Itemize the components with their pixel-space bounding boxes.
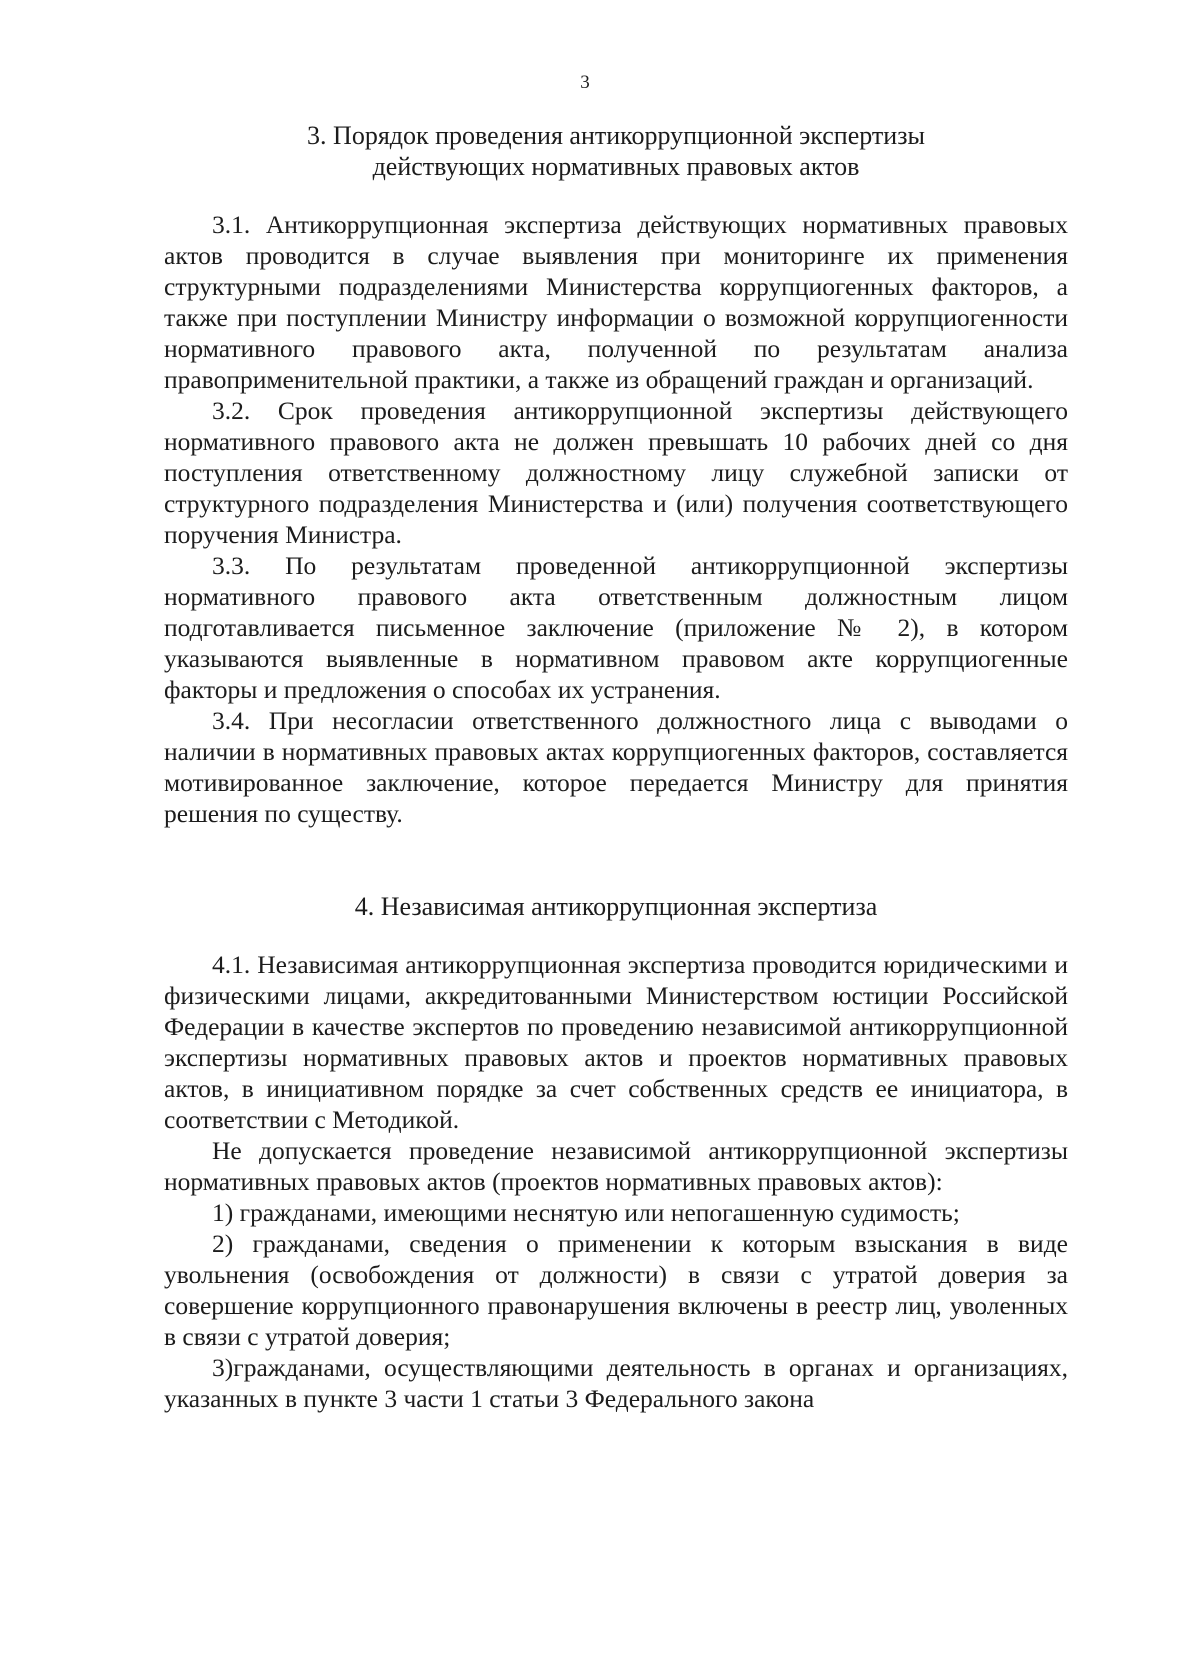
paragraph-3-1: 3.1. Антикоррупционная экспертиза действующих нормативных правовых актов проводится в случае выявления при мониторинге их применения структурными подразделениями Министерства коррупциогенных факторов, а также при поступлении Министру информации о возможной коррупциогенности нормативного правового акта, полученной по результатам анализа правоприменительной практики, а также из обращений граждан и организаций. [164, 210, 1068, 394]
paragraph-3-4: 3.4. При несогласии ответственного должностного лица с выводами о наличии в нормативных правовых актах коррупциогенных факторов, составляется мотивированное заключение, которое передается Министру для принятия решения по существу. [164, 706, 1068, 828]
paragraph-4-exclusions-intro: Не допускается проведение независимой антикоррупционной экспертизы нормативных правовых актов (проектов нормативных правовых актов): [164, 1136, 1068, 1196]
section-4-heading: 4. Независимая антикоррупционная экспертиза [354, 892, 878, 921]
section-3-heading-line-1: 3. Порядок проведения антикоррупционной экспертизы [307, 121, 925, 150]
list-item-1: 1) гражданами, имеющими неснятую или непогашенную судимость; [212, 1198, 960, 1227]
list-item-2: 2) гражданами, сведения о применении к которым взыскания в виде увольнения (освобождения от должности) в связи с утратой доверия за совершение коррупционного правонарушения включены в реестр лиц, уволенных в связи с утратой доверия; [164, 1229, 1068, 1351]
paragraph-3-3: 3.3. По результатам проведенной антикоррупционной экспертизы нормативного правового акта ответственным должностным лицом подготавливается письменное заключение (приложение № 2), в котором указываются выявленные в нормативном правовом акте коррупциогенные факторы и предложения о способах их устранения. [164, 551, 1068, 704]
section-3 [164, 120, 1068, 829]
section-3-heading [164, 120, 1068, 182]
section-3-heading-line-2: действующих нормативных правовых актов [372, 152, 860, 181]
page-number: 3 [580, 72, 590, 93]
paragraph-4-1: 4.1. Независимая антикоррупционная экспертиза проводится юридическими и физическими лицами, аккредитованными Министерством юстиции Российской Федерации в качестве экспертов по проведению независимой антикоррупционной экспертизы нормативных правовых актов и проектов нормативных правовых актов, в инициативном порядке за счет собственных средств ее инициатора, в соответствии с Методикой. [164, 950, 1068, 1134]
paragraph-3-2: 3.2. Срок проведения антикоррупционной экспертизы действующего нормативного правового акта не должен превышать 10 рабочих дней со дня поступления ответственному должностному лицу служебной записки от структурного подразделения Министерства и (или) получения соответствующего поручения Министра. [164, 396, 1068, 549]
list-item-3: 3)гражданами, осуществляющими деятельность в органах и организациях, указанных в пункте 3 части 1 статьи 3 Федерального закона [164, 1353, 1068, 1413]
section-4 [164, 891, 1068, 1414]
